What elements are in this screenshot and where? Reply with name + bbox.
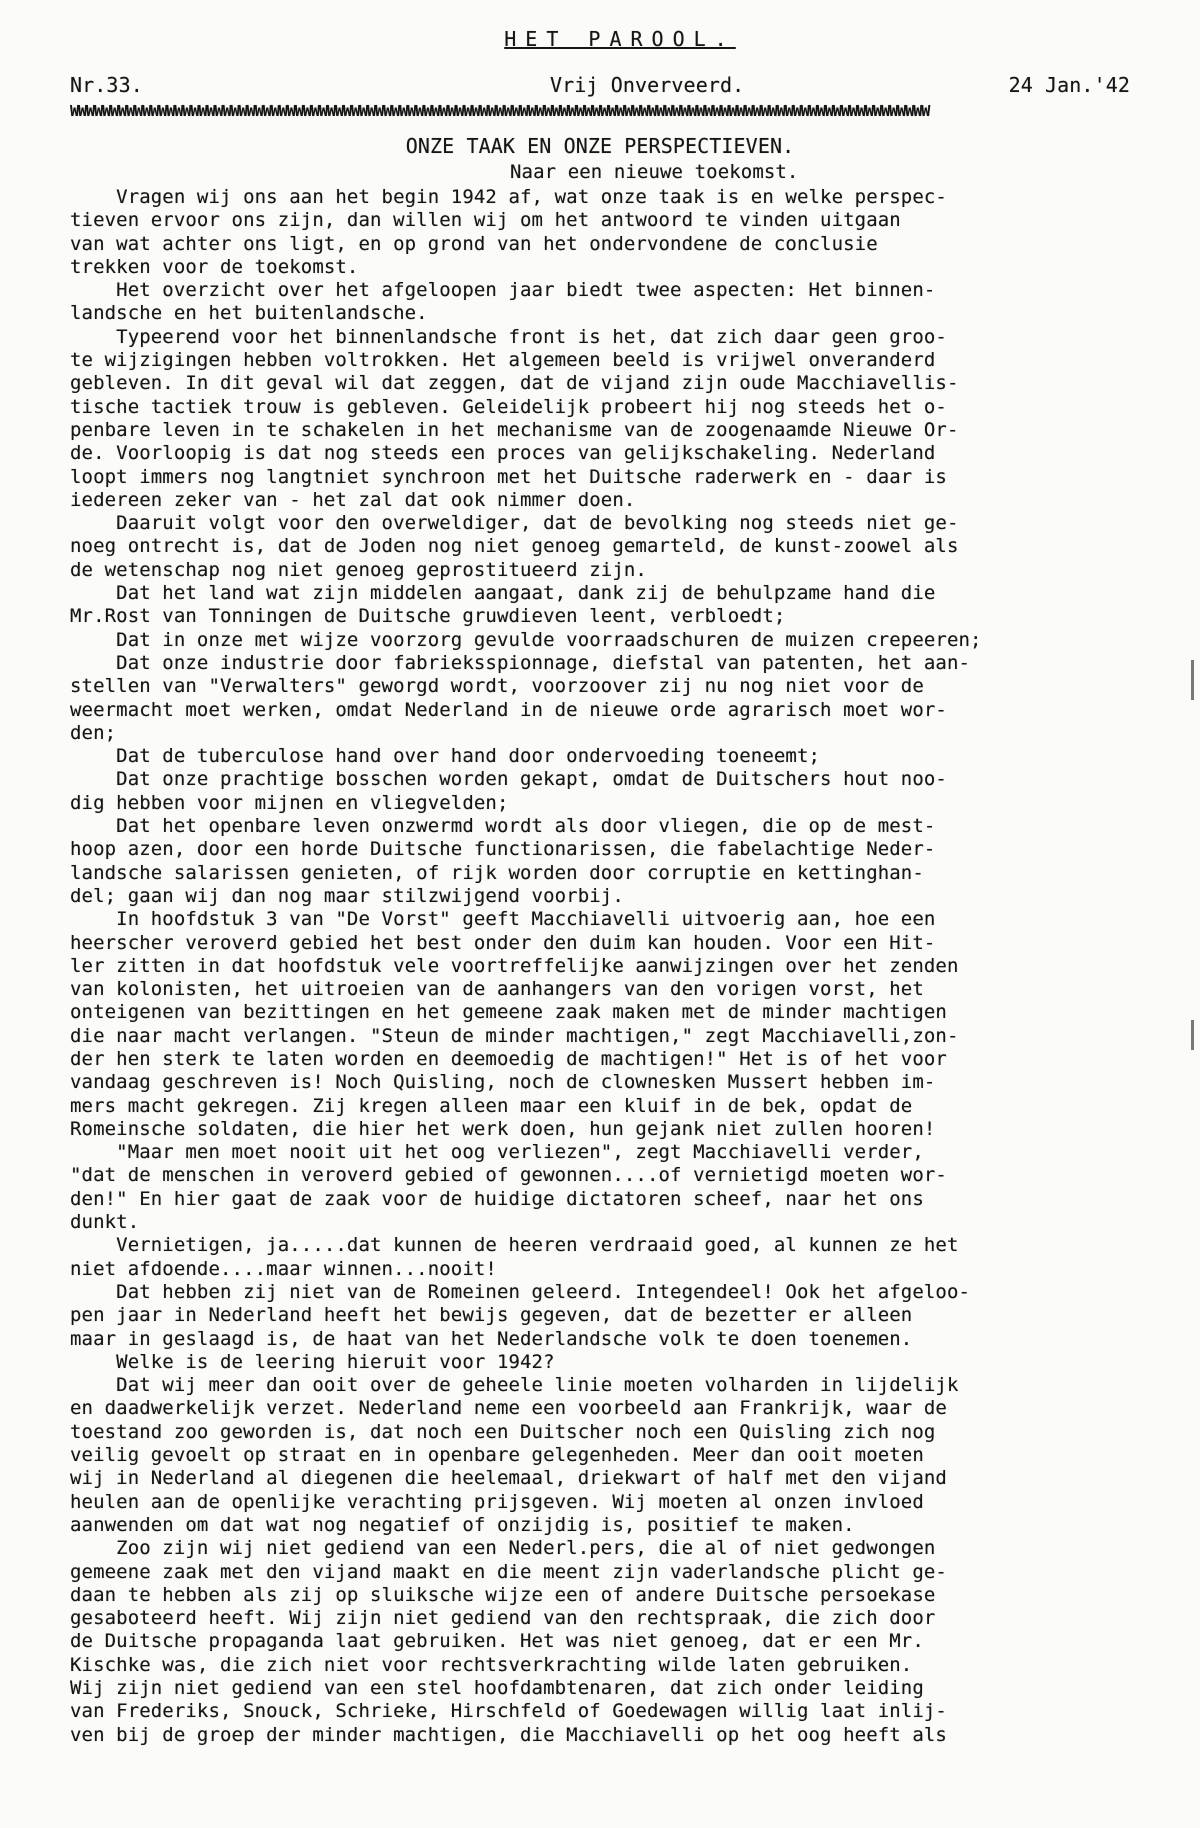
article-line: de Duitsche propaganda laat gebruiken. Het was niet genoeg, dat er een Mr. xyxy=(70,1630,924,1653)
article-line: te wijzigingen hebben voltrokken. Het algemeen beeld is vrijwel onveranderd xyxy=(70,349,936,372)
scan-edge-mark xyxy=(1191,1020,1194,1050)
article-line: dunkt. xyxy=(70,1211,140,1234)
article-line: Dat in onze met wijze voorzorg gevulde voorraadschuren de muizen crepeeren; xyxy=(70,628,982,651)
article-line: niet afdoende....maar winnen...nooit! xyxy=(70,1257,497,1280)
issue-line xyxy=(70,68,1130,102)
article-line: heulen aan de openlijke verachting prijsgeven. Wij moeten al onzen invloed xyxy=(70,1490,924,1513)
article-line: landsche en het buitenlandsche. xyxy=(70,302,428,325)
article-line: Kischke was, die zich niet voor rechtsverkrachting wilde laten gebruiken. xyxy=(70,1653,913,1676)
article-line: "dat de menschen in veroverd gebied of gewonnen....of vernietigd moeten wor- xyxy=(70,1164,947,1187)
article-line: In hoofdstuk 3 van "De Vorst" geeft Macchiavelli uitvoerig aan, hoe een xyxy=(70,908,936,931)
article-line: gemeene zaak met den vijand maakt en die meent zijn vaderlandsche plicht ge- xyxy=(70,1560,947,1583)
article-line: van Frederiks, Snouck, Schrieke, Hirschfeld of Goedewagen willig laat inlij- xyxy=(70,1700,947,1723)
article-line: gesaboteerd heeft. Wij zijn niet gediend van den rechtspraak, die zich door xyxy=(70,1607,936,1630)
article-body xyxy=(70,186,1130,1747)
article-line: penbare leven in te schakelen in het mechanisme van de zoogenaamde Nieuwe Or- xyxy=(70,418,959,441)
article-line: Welke is de leering hieruit voor 1942? xyxy=(70,1350,555,1373)
article-line: hoop azen, door een horde Duitsche functionarissen, die fabelachtige Neder- xyxy=(70,838,936,861)
article-line: aanwenden om dat wat nog negatief of onzijdig is, positief te maken. xyxy=(70,1513,855,1536)
article-line: gebleven. In dit geval wil dat zeggen, dat de vijand zijn oude Macchiavellis- xyxy=(70,372,959,395)
article-line: die naar macht verlangen. "Steun de minder machtigen," zegt Macchiavelli,zon- xyxy=(70,1024,959,1047)
article-line: "Maar men moet nooit uit het oog verliezen", zegt Macchiavelli verder, xyxy=(70,1141,924,1164)
article-line: loopt immers nog langtniet synchroon met het Duitsche raderwerk en - daar is xyxy=(70,465,947,488)
article-line: veilig gevoelt op straat en in openbare gelegenheden. Meer dan ooit moeten xyxy=(70,1444,924,1467)
article-line: del; gaan wij dan nog maar stilzwijgend voorbij. xyxy=(70,884,624,907)
issue-date: 24 Jan.'42 xyxy=(1008,73,1130,97)
article-line: wij in Nederland al diegenen die heelemaal, driekwart of half met den vijand xyxy=(70,1467,947,1490)
article-line: van kolonisten, het uitroeien van de aanhangers van den vorigen vorst, het xyxy=(70,978,924,1001)
article-subtitle: Naar een nieuwe toekomst. xyxy=(510,161,799,183)
article-line: Typeerend voor het binnenlandsche front is het, dat zich daar geen groo- xyxy=(70,325,947,348)
article-line: vandaag geschreven is! Noch Quisling, noch de clownesken Mussert hebben im- xyxy=(70,1071,936,1094)
article-line: den!" En hier gaat de zaak voor de huidige dictatoren scheef, naar het ons xyxy=(70,1187,924,1210)
article-line: Het overzicht over het afgeloopen jaar biedt twee aspecten: Het binnen- xyxy=(70,279,936,302)
article-line: toestand zoo geworden is, dat noch een Duitscher noch een Quisling zich nog xyxy=(70,1420,936,1443)
article-line: van wat achter ons ligt, en op grond van het ondervondene de conclusie xyxy=(70,232,878,255)
article-line: Wij zijn niet gediend van een stel hoofdambtenaren, dat zich onder leiding xyxy=(70,1677,924,1699)
article-line: pen jaar in Nederland heeft het bewijs gegeven, dat de bezetter er alleen xyxy=(70,1304,913,1327)
article-title: ONZE TAAK EN ONZE PERSPECTIEVEN. xyxy=(405,134,795,158)
article-line: onteigenen van bezittingen en het gemeene zaak maken met de minder machtigen xyxy=(70,1001,947,1024)
article-line: maar in geslaagd is, de haat van het Nederlandsche volk te doen toenemen. xyxy=(70,1327,913,1350)
article-line: iedereen zeker van - het zal dat ook nimmer doen. xyxy=(70,488,636,511)
article-line: Dat de tuberculose hand over hand door ondervoeding toeneemt; xyxy=(70,745,821,768)
article-line: Zoo zijn wij niet gediend van een Nederl.pers, die al of niet gedwongen xyxy=(70,1537,936,1560)
article-line: Dat hebben zij niet van de Romeinen geleerd. Integendeel! Ook het afgeloo- xyxy=(70,1280,971,1303)
article-line: Vernietigen, ja.....dat kunnen de heeren verdraaid goed, al kunnen ze het xyxy=(70,1234,959,1257)
article-line: Dat onze prachtige bosschen worden gekapt, omdat de Duitschers hout noo- xyxy=(70,768,947,791)
article-line: de wetenschap nog niet genoeg geprostitueerd zijn. xyxy=(70,558,647,581)
newspaper-masthead: HET PAROOL. xyxy=(504,27,736,51)
article-line: Dat onze industrie door fabrieksspionnage, diefstal van patenten, het aan- xyxy=(70,651,971,674)
article-line: en daadwerkelijk verzet. Nederland neme een voorbeeld aan Frankrijk, waar de xyxy=(70,1397,947,1420)
scan-edge-mark xyxy=(1191,660,1194,700)
article-line: Dat het land wat zijn middelen aangaat, dank zij de behulpzame hand die xyxy=(70,582,936,605)
article-line: de. Voorloopig is dat nog steeds een proces van gelijkschakeling. Nederland xyxy=(70,442,936,465)
article-line: Romeinsche soldaten, die hier het werk doen, hun gejank niet zullen hooren! xyxy=(70,1117,936,1140)
article-line: weermacht moet werken, omdat Nederland in de nieuwe orde agrarisch moet wor- xyxy=(70,698,947,721)
article-line: Mr.Rost van Tonningen de Duitsche gruwdieven leent, verbloedt; xyxy=(70,605,786,628)
article-line: ler zitten in dat hoofdstuk vele voortreffelijke aanwijzingen over het zenden xyxy=(70,954,959,977)
article-line: Dat wij meer dan ooit over de geheele linie moeten volharden in lijdelijk xyxy=(70,1374,959,1397)
article-line: heerscher veroverd gebied het best onder den duim kan houden. Voor een Hit- xyxy=(70,931,936,954)
issue-number: Nr.33. xyxy=(70,73,143,97)
article-line: Vragen wij ons aan het begin 1942 af, wat onze taak is en welke perspec- xyxy=(70,186,947,208)
article-line: noeg ontrecht is, dat de Joden nog niet genoeg gemarteld, de kunst-zoowel als xyxy=(70,535,959,558)
article-line: Daaruit volgt voor den overweldiger, dat de bevolking nog steeds niet ge- xyxy=(70,512,959,535)
article-line: den; xyxy=(70,721,117,744)
article-line: stellen van "Verwalters" geworgd wordt, voorzoover zij nu nog niet voor de xyxy=(70,675,924,698)
article-line: der hen sterk te laten worden en deemoedig de machtigen!" Het is of het voor xyxy=(70,1047,947,1070)
issue-price: Vrij Onverveerd. xyxy=(550,73,745,97)
separator-rule: WWWWWWWWWWWWWWWWWWWWWWWWWWWWWWWWWWWWWWWWWWWWWWWWWWWWWWWWWWWWWWWWWWWWWWWWWWWWWWWWWWWWWWWWWWWWWWWWWWWWWWWWWWW xyxy=(70,102,930,120)
article-line: landsche salarissen genieten, of rijk worden door corruptie en kettinghan- xyxy=(70,861,924,884)
article-line: Dat het openbare leven onzwermd wordt als door vliegen, die op de mest- xyxy=(70,815,936,838)
article-line: trekken voor de toekomst. xyxy=(70,255,359,278)
typescript-body xyxy=(70,24,1130,1747)
article-line: dig hebben voor mijnen en vliegvelden; xyxy=(70,791,509,814)
article-line: mers macht gekregen. Zij kregen alleen maar een kluif in de bek, opdat de xyxy=(70,1094,913,1117)
article-line: tieven ervoor ons zijn, dan willen wij om het antwoord te vinden uitgaan xyxy=(70,209,901,232)
article-line: tische tactiek trouw is gebleven. Geleidelijk probeert hij nog steeds het o- xyxy=(70,395,947,418)
article-line: daan te hebben als zij op sluiksche wijze een of andere Duitsche persoekase xyxy=(70,1583,936,1606)
article-line: ven bij de groep der minder machtigen, die Macchiavelli op het oog heeft als xyxy=(70,1723,947,1746)
